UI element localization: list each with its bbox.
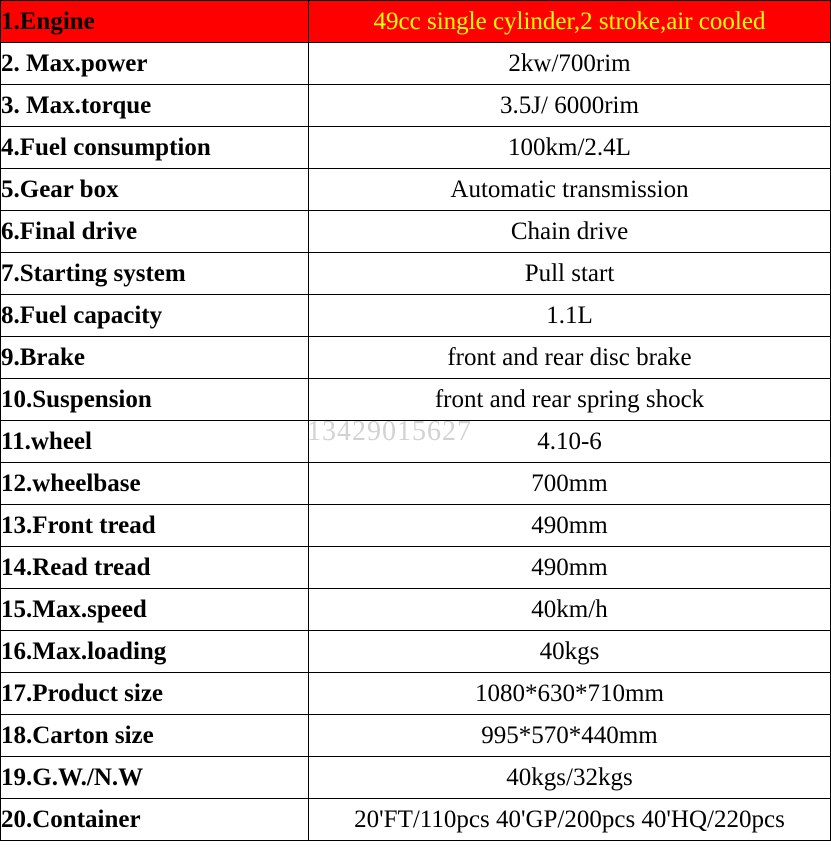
- table-row: [1, 631, 831, 673]
- table-row: [1, 757, 831, 799]
- spec-value: 40kgs/32kgs: [309, 757, 831, 799]
- spec-value: 40km/h: [309, 589, 831, 631]
- spec-table-body: [1, 1, 831, 841]
- spec-value: 1.1L: [309, 295, 831, 337]
- spec-value: front and rear disc brake: [309, 337, 831, 379]
- spec-value: 3.5J/ 6000rim: [309, 85, 831, 127]
- table-row: [1, 169, 831, 211]
- table-row: [1, 211, 831, 253]
- table-row: [1, 337, 831, 379]
- table-row: [1, 421, 831, 463]
- table-row: [1, 547, 831, 589]
- spec-label: 19.G.W./N.W: [1, 757, 309, 799]
- spec-value: 490mm: [309, 547, 831, 589]
- spec-label: 20.Container: [1, 799, 309, 841]
- spec-value: Automatic transmission: [309, 169, 831, 211]
- spec-label: 17.Product size: [1, 673, 309, 715]
- spec-label: 14.Read tread: [1, 547, 309, 589]
- table-row: [1, 253, 831, 295]
- table-row: [1, 85, 831, 127]
- spec-label: 13.Front tread: [1, 505, 309, 547]
- spec-label: 11.wheel: [1, 421, 309, 463]
- spec-value: 995*570*440mm: [309, 715, 831, 757]
- table-row: [1, 295, 831, 337]
- table-row: [1, 505, 831, 547]
- table-row: [1, 673, 831, 715]
- spec-label: 16.Max.loading: [1, 631, 309, 673]
- spec-label: 4.Fuel consumption: [1, 127, 309, 169]
- spec-label: 18.Carton size: [1, 715, 309, 757]
- spec-value: Chain drive: [309, 211, 831, 253]
- table-row: [1, 379, 831, 421]
- table-row: [1, 463, 831, 505]
- spec-label: 7.Starting system: [1, 253, 309, 295]
- spec-label: 8.Fuel capacity: [1, 295, 309, 337]
- spec-value: front and rear spring shock: [309, 379, 831, 421]
- spec-label: 6.Final drive: [1, 211, 309, 253]
- table-row: [1, 43, 831, 85]
- spec-value: 100km/2.4L: [309, 127, 831, 169]
- spec-value: 40kgs: [309, 631, 831, 673]
- spec-label: 15.Max.speed: [1, 589, 309, 631]
- table-row: [1, 589, 831, 631]
- spec-value: 4.10-6: [309, 421, 831, 463]
- spec-label: 5.Gear box: [1, 169, 309, 211]
- spec-value: 1080*630*710mm: [309, 673, 831, 715]
- spec-label: 10.Suspension: [1, 379, 309, 421]
- spec-value: 490mm: [309, 505, 831, 547]
- spec-label: 2. Max.power: [1, 43, 309, 85]
- table-row: [1, 1, 831, 43]
- spec-label: 9.Brake: [1, 337, 309, 379]
- table-row: [1, 715, 831, 757]
- spec-label: 1.Engine: [1, 1, 309, 43]
- spec-label: 12.wheelbase: [1, 463, 309, 505]
- spec-value: 700mm: [309, 463, 831, 505]
- spec-value: 20'FT/110pcs 40'GP/200pcs 40'HQ/220pcs: [309, 799, 831, 841]
- spec-value: Pull start: [309, 253, 831, 295]
- table-row: [1, 799, 831, 841]
- spec-label: 3. Max.torque: [1, 85, 309, 127]
- table-row: [1, 127, 831, 169]
- spec-value: 2kw/700rim: [309, 43, 831, 85]
- spec-value: 49cc single cylinder,2 stroke,air cooled: [309, 1, 831, 43]
- watermark-text: 13429015627: [307, 416, 472, 447]
